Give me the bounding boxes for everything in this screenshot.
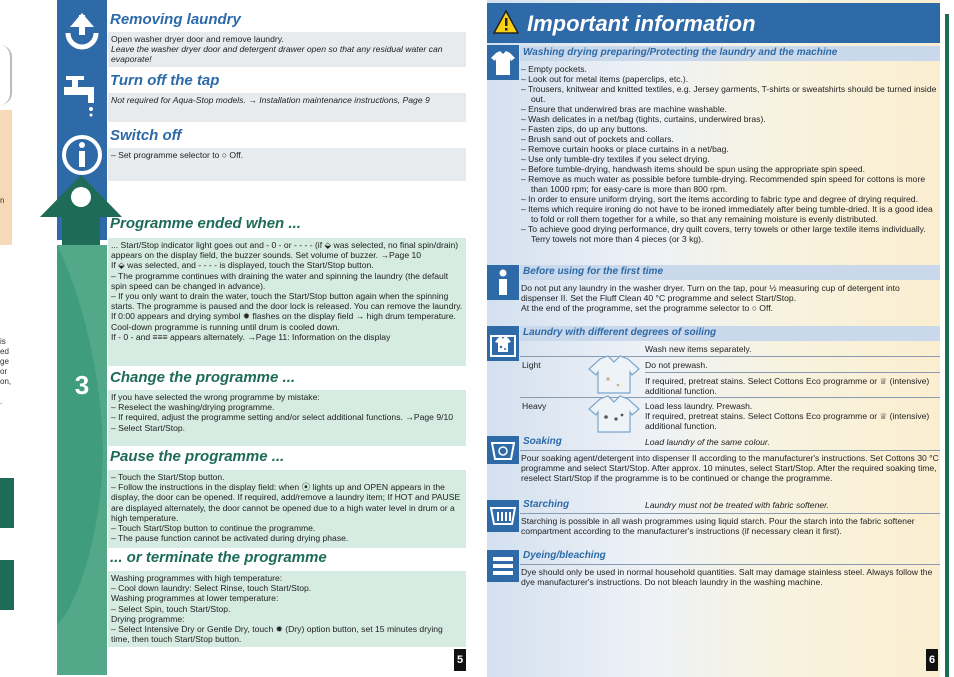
- washing-item: – Ensure that underwired bras are machine washable.: [521, 104, 727, 114]
- fragment-text: n: [0, 196, 5, 205]
- switch-off-heading: Switch off: [110, 127, 182, 144]
- soiled-shirt-icon: [487, 326, 519, 361]
- heavy-line: If required, pretreat stains. Select Cottons Eco programme or ♕ (intensive) additional function.: [645, 411, 930, 431]
- light-label: Light: [522, 360, 541, 370]
- ended-line: – If you only want to drain the water, touch the Start/Stop button again when the spinning starts. The programme is paused and the door lock is released. You can remove the laundry.: [111, 291, 463, 312]
- fragment-text: ed: [0, 347, 9, 356]
- washing-item: – To achieve good drying performance, dry quilt covers, terry towels or other large textile items individually. Terry towels not more than 4 pieces (or 3 kg).: [521, 224, 926, 244]
- fragment-text: is: [0, 337, 6, 346]
- light-line: If required, pretreat stains. Select Cottons Eco programme or ♕ (intensive) additional function.: [645, 376, 930, 396]
- page-number-6: 6: [926, 649, 938, 671]
- terminate-line: Washing programmes with high temperature:: [111, 573, 283, 583]
- green-tab-1: [0, 478, 14, 528]
- dyeing-heading: Dyeing/bleaching: [523, 550, 606, 561]
- new-items-text: Wash new items separately.: [645, 344, 752, 354]
- washing-list: [521, 64, 939, 244]
- change-line: If you have selected the wrong programme by mistake:: [111, 392, 320, 402]
- programme-ended-box: [108, 238, 466, 366]
- washing-item: – Items which require ironing do not have to be ironed immediately after being tumble-dried. It is a good idea to fold or roll them together for a while, so that any remaining moisture is evenly distributed.: [521, 204, 933, 224]
- light-line: Do not prewash.: [645, 360, 708, 370]
- starching-heading: Starching: [523, 499, 570, 510]
- fragment-text: .: [0, 397, 3, 406]
- pause-line: – Touch the Start/Stop button.: [111, 472, 225, 482]
- starching-text: Starching is possible in all wash programmes using liquid starch. Pour the starch into the fabric softener compartment according to the manufacturer's instructions (if necessary clean it first).: [521, 516, 915, 536]
- divider: [520, 564, 940, 565]
- change-programme-box: [108, 390, 466, 446]
- soaking-note: Load laundry of the same colour.: [645, 437, 770, 447]
- change-line: – Select Start/Stop.: [111, 422, 186, 433]
- terminate-line: – Cool down laundry: Select Rinse, touch Start/Stop.: [111, 583, 312, 594]
- info-square-icon: [487, 265, 519, 300]
- heavy-label: Heavy: [522, 401, 547, 411]
- washing-item: – Wash delicates in a net/bag (tights, curtains, underwired bras).: [521, 114, 766, 124]
- pause-line: – Touch Start/Stop button to continue the programme.: [111, 523, 316, 534]
- divider: [520, 397, 940, 398]
- peach-panel: [0, 110, 12, 245]
- step-column: [57, 245, 107, 675]
- washing-item: – Remove as much water as possible before tumble-drying. Recommended spin speed for cottons is more than 1000 rpm; for easy-care is more than 800 rpm.: [521, 174, 926, 194]
- removing-laundry-box: [108, 32, 466, 67]
- washing-item: – Brush sand out of pockets and collars.: [521, 134, 674, 144]
- terminate-line: Washing programmes at lower temperature:: [111, 593, 279, 604]
- shirt-illustration: [588, 355, 640, 433]
- dyeing-text: Dye should only be used in normal household quantities. Salt may damage stainless steel. Always follow the dye manufacturer's instructions. Do not bleach laundry in the washing machine.: [521, 567, 933, 587]
- warning-icon: [493, 10, 519, 34]
- heavy-text: [645, 401, 940, 431]
- removing-laundry-heading: Removing laundry: [110, 11, 241, 28]
- soak-icon: [487, 436, 519, 464]
- divider: [520, 513, 940, 514]
- page-edge: [945, 14, 949, 677]
- green-tab-2: [0, 560, 14, 610]
- washing-item: – Look out for metal items (paperclips, etc.).: [521, 74, 689, 84]
- washing-item: – Remove curtain hooks or place curtains in a net/bag.: [521, 144, 729, 154]
- washing-item: – Trousers, knitwear and knitted textiles, e.g. Jersey garments, T-shirts or sweatshirts should be turned inside out.: [521, 84, 937, 104]
- programme-ended-heading: Programme ended when ...: [110, 215, 301, 232]
- soaking-heading: Soaking: [523, 436, 562, 447]
- switch-off-box: [108, 148, 466, 181]
- terminate-line: – Select Spin, touch Start/Stop.: [111, 603, 231, 614]
- pause-line: – Follow the instructions in the display field: when ⦿ lights up and OPEN appears in the display, the door can be opened. If required, add/remove a laundry item; If HOT and PAUSE are displayed alternately, the door cannot be opened due to a high water level in drum or a high temperature.: [111, 482, 461, 523]
- light-text: [645, 360, 940, 396]
- switch-line: – Set programme selector to ○ Off.: [111, 150, 244, 160]
- removing-line: Open washer dryer door and remove laundry.: [111, 34, 284, 44]
- divider: [645, 372, 940, 373]
- washing-item: – In order to ensure uniform drying, sort the items according to fabric type and degree of drying required.: [521, 194, 918, 204]
- ended-line: If - 0 - and ≡≡≡ appears alternately. →Page 11: Information on the display: [111, 331, 391, 342]
- turn-off-tap-heading: Turn off the tap: [110, 72, 220, 89]
- step-number: 3: [74, 370, 90, 400]
- washing-heading: Washing drying preparing/Protecting the laundry and the machine: [520, 46, 940, 61]
- washing-item: – Fasten zips, do up any buttons.: [521, 124, 648, 134]
- tap-icon: [57, 65, 107, 125]
- ended-line: – The programme continues with draining the water and spinning the laundry (the default spin speed can be changed in advance).: [111, 270, 449, 291]
- removing-note: Leave the washer dryer door and detergent drawer open so that any residual water can evaporate!: [111, 44, 443, 65]
- heavy-line: Load less laundry. Prewash.: [645, 401, 753, 411]
- ended-line: ... Start/Stop indicator light goes out and - 0 - or - - - - (if ⬙ was selected, no final spin/drain) appears on the display field, the buzzer sounds. Set volume of buzzer. →Page 10: [111, 240, 459, 261]
- washing-item: – Use only tumble-dry textiles if you select drying.: [521, 154, 710, 164]
- arrow-up-icon: [40, 175, 122, 245]
- change-line: – If required, adjust the programme setting and/or select additional functions. →Page 9/10: [111, 412, 454, 423]
- change-line: – Reselect the washing/drying programme.: [111, 402, 275, 413]
- page-title: Important information: [527, 11, 756, 36]
- divider: [520, 450, 940, 451]
- first-time-text: [521, 283, 939, 313]
- pause-programme-heading: Pause the programme ...: [110, 448, 285, 465]
- terminate-programme-heading: ... or terminate the programme: [110, 549, 327, 566]
- starch-icon: [487, 500, 519, 532]
- tap-line: Not required for Aqua-Stop models. → Installation maintenance instructions, Page 9: [111, 95, 430, 105]
- first-time-line: Do not put any laundry in the washer dryer. Turn on the tap, pour ½ measuring cup of detergent into dispenser II. Set the Fluff Clean 40 °C programme and select Start/Stop.: [521, 283, 900, 303]
- pause-programme-box: [108, 470, 466, 548]
- fragment-text: on,: [0, 377, 12, 386]
- change-programme-heading: Change the programme ...: [110, 369, 296, 386]
- fragment-text: or: [0, 367, 8, 376]
- soiling-heading: Laundry with different degrees of soiling: [520, 326, 940, 341]
- shirt-icon: [487, 45, 519, 80]
- first-time-line: At the end of the programme, set the programme selector to ○ Off.: [521, 303, 773, 313]
- ended-line: If 0:00 appears and drying symbol ✹ flashes on the display field → high drum temperature. Cool-down programme is running until drum is cooled down.: [111, 311, 456, 332]
- terminate-line: Drying programme:: [111, 613, 185, 624]
- pause-line: – The pause function cannot be activated during drying phase.: [111, 533, 349, 544]
- page-number-5: 5: [454, 649, 466, 671]
- divider: [520, 356, 940, 357]
- turn-off-tap-box: [108, 93, 466, 122]
- starching-note: Laundry must not be treated with fabric softener.: [645, 500, 830, 510]
- washing-item: – Before tumble-drying, handwash items should be spun using the appropriate spin speed.: [521, 164, 865, 174]
- ended-line: If ⬙ was selected, and - - - - is displayed, touch the Start/Stop button.: [111, 260, 374, 271]
- first-time-heading: Before using for the first time: [520, 265, 940, 280]
- machine-drawing: [0, 45, 12, 105]
- soaking-text: Pour soaking agent/detergent into dispenser II according to the manufacturer's instructions. Set Cottons 30 °C programme and select Start/Stop. After approx. 10 minutes, select Start/Stop. After the required soaking time, reselect Start/Stop if the programme is to be continued or change the programme.: [521, 453, 939, 483]
- washing-item: – Empty pockets.: [521, 64, 587, 74]
- terminate-line: – Select Intensive Dry or Gentle Dry, touch ✹ (Dry) option button, set 15 minutes drying time, then touch Start/Stop button.: [111, 624, 443, 645]
- terminate-programme-box: [108, 571, 466, 647]
- unload-icon: [57, 5, 107, 65]
- dye-icon: [487, 550, 519, 582]
- fragment-text: ge: [0, 357, 9, 366]
